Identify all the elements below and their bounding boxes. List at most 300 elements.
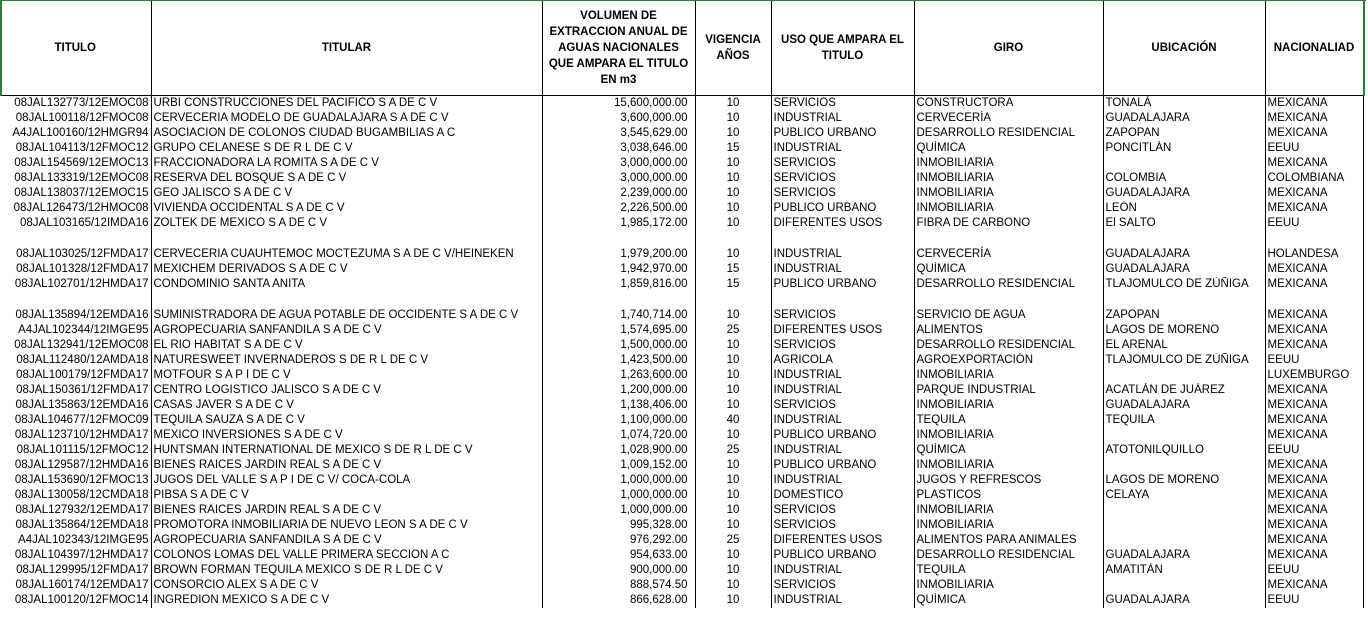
cell-titulo[interactable] [0,518,151,533]
cell-vigencia[interactable]: 10 [695,518,771,533]
cell-titulo-text: 08JAL135864/12EMDA18 [15,519,149,531]
cell-titulo[interactable] [0,428,151,443]
cell-vigencia[interactable]: 10 [695,216,771,231]
cell-giro[interactable]: INMOBILIARIA [914,186,1103,201]
cell-ubicacion[interactable]: GUADALAJARA [1103,398,1265,413]
cell-nacionalidad[interactable]: EEUU [1265,593,1363,608]
table-row [0,368,1363,383]
cell-volumen[interactable]: 1,942,970.00 [542,262,695,277]
cell-nacionalidad[interactable]: EEUU [1265,563,1363,578]
cell-ubicacion[interactable] [1103,533,1265,548]
cell-giro[interactable]: TEQUILA [914,563,1103,578]
cell-vigencia[interactable]: 15 [695,277,771,292]
cell-titular[interactable]: CERVECERIA CUAUHTEMOC MOCTEZUMA S A DE C V/HEINEKEN [151,231,542,262]
cell-titulo[interactable] [0,458,151,473]
cell-ubicacion[interactable]: TEQUILA [1103,413,1265,428]
cell-titular[interactable]: CONDOMINIO SANTA ANITA [151,277,542,292]
cell-titular[interactable]: CERVECERIA MODELO DE GUADALAJARA S A DE C V [151,111,542,126]
cell-vigencia[interactable]: 10 [695,503,771,518]
cell-giro[interactable]: CERVECERÍA [914,231,1103,262]
cell-vigencia[interactable]: 25 [695,323,771,338]
cell-volumen[interactable]: 1,979,200.00 [542,231,695,262]
table-row [0,428,1363,443]
cell-nacionalidad[interactable]: MEXICANA [1265,292,1363,323]
cell-volumen[interactable]: 3,038,646.00 [542,141,695,156]
cell-vigencia[interactable]: 10 [695,201,771,216]
cell-titulo[interactable] [0,563,151,578]
cell-nacionalidad[interactable]: MEXICANA [1265,262,1363,277]
cell-vigencia[interactable]: 25 [695,443,771,458]
cell-titulo[interactable] [0,413,151,428]
table-row [0,518,1363,533]
cell-titulo[interactable] [0,216,151,231]
cell-vigencia[interactable]: 10 [695,292,771,323]
header-giro[interactable]: GIRO [914,0,1103,96]
cell-ubicacion[interactable]: ZAPOPAN [1103,126,1265,141]
cell-vigencia[interactable]: 10 [695,338,771,353]
cell-giro[interactable]: DESARROLLO RESIDENCIAL [914,277,1103,292]
cell-vigencia[interactable]: 10 [695,548,771,563]
cell-titular[interactable]: CENTRO LOGISTICO JALISCO S A DE C V [151,383,542,398]
cell-nacionalidad[interactable]: EEUU [1265,141,1363,156]
cell-nacionalidad[interactable]: MEXICANA [1265,533,1363,548]
cell-uso[interactable]: INDUSTRIAL [771,593,914,608]
cell-giro[interactable]: JUGOS Y REFRESCOS [914,473,1103,488]
cell-nacionalidad[interactable]: MEXICANA [1265,503,1363,518]
table-row [0,171,1363,186]
cell-vigencia[interactable]: 10 [695,398,771,413]
cell-ubicacion[interactable]: TLAJOMULCO DE ZÚÑIGA [1103,277,1265,292]
cell-titulo[interactable] [0,338,151,353]
cell-titular[interactable]: MEXICO INVERSIONES S A DE C V [151,428,542,443]
table-row [0,231,1363,262]
header-uso[interactable]: USO QUE AMPARA EL TITULO [771,0,914,96]
cell-uso[interactable]: DIFERENTES USOS [771,533,914,548]
cell-titular[interactable]: BROWN FORMAN TEQUILA MEXICO S DE R L DE C V [151,563,542,578]
cell-uso[interactable]: DIFERENTES USOS [771,216,914,231]
cell-volumen[interactable]: 1,985,172.00 [542,216,695,231]
table-row [0,338,1363,353]
cell-volumen[interactable]: 1,263,600.00 [542,368,695,383]
cell-nacionalidad[interactable]: HOLANDESA [1265,231,1363,262]
cell-nacionalidad[interactable]: MEXICANA [1265,383,1363,398]
cell-titulo-text: 08JAL100120/12FMOC14 [14,594,149,606]
cell-vigencia[interactable]: 15 [695,262,771,277]
cell-titulo-text: 08JAL127932/12EMDA17 [15,504,149,516]
cell-titulo[interactable] [0,186,151,201]
cell-nacionalidad[interactable]: MEXICANA [1265,111,1363,126]
table-row [0,473,1363,488]
cell-titulo[interactable] [0,398,151,413]
cell-uso[interactable]: INDUSTRIAL [771,111,914,126]
cell-volumen[interactable]: 1,574,695.00 [542,323,695,338]
cell-ubicacion[interactable]: GUADALAJARA [1103,186,1265,201]
cell-volumen[interactable]: 1,000,000.00 [542,503,695,518]
cell-giro[interactable]: INMOBILIARIA [914,503,1103,518]
table-row [0,443,1363,458]
cell-titular[interactable]: HUNTSMAN INTERNATIONAL DE MEXICO S DE R L DE C V [151,443,542,458]
cell-titulo[interactable] [0,473,151,488]
cell-titulo[interactable] [0,111,151,126]
cell-uso[interactable]: PUBLICO URBANO [771,201,914,216]
cell-titulo-text: 08JAL154569/12EMOC13 [14,157,149,169]
cell-titulo-text: 08JAL104677/12FMOC09 [14,414,149,426]
header-ubicacion[interactable]: UBICACIÓN [1103,0,1265,96]
cell-giro[interactable]: INMOBILIARIA [914,458,1103,473]
cell-ubicacion[interactable] [1103,428,1265,443]
cell-vigencia[interactable]: 10 [695,368,771,383]
cell-volumen[interactable]: 1,100,000.00 [542,413,695,428]
cell-giro[interactable]: INMOBILIARIA [914,201,1103,216]
cell-giro[interactable]: FIBRA DE CARBONO [914,216,1103,231]
table-row [0,398,1363,413]
table-row [0,563,1363,578]
cell-vigencia[interactable]: 10 [695,458,771,473]
cell-ubicacion[interactable]: PONCITLÁN [1103,141,1265,156]
cell-titulo[interactable] [0,201,151,216]
cell-nacionalidad[interactable]: MEXICANA [1265,473,1363,488]
cell-vigencia[interactable]: 10 [695,488,771,503]
cell-uso[interactable]: INDUSTRIAL [771,563,914,578]
header-vigencia[interactable]: VIGENCIA AÑOS [695,0,771,96]
cell-titular[interactable]: BIENES RAICES JARDIN REAL S A DE C V [151,503,542,518]
cell-giro[interactable]: PLASTICOS [914,488,1103,503]
cell-titular[interactable]: JUGOS DEL VALLE S A P I DE C V/ COCA-COLA [151,473,542,488]
cell-volumen[interactable]: 1,859,816.00 [542,277,695,292]
cell-titulo-text: 08JAL135894/12EMDA16 [15,309,149,321]
cell-ubicacion[interactable]: LAGOS DE MORENO [1103,323,1265,338]
cell-ubicacion[interactable]: El SALTO [1103,216,1265,231]
cell-uso[interactable]: PUBLICO URBANO [771,277,914,292]
cell-vigencia[interactable]: 10 [695,383,771,398]
cell-ubicacion[interactable]: ACATLÁN DE JUÁREZ [1103,383,1265,398]
cell-titulo[interactable] [0,353,151,368]
cell-vigencia[interactable]: 10 [695,593,771,608]
cell-uso[interactable]: PUBLICO URBANO [771,428,914,443]
cell-vigencia[interactable]: 10 [695,96,771,112]
cell-titulo[interactable] [0,368,151,383]
cell-titulo[interactable] [0,593,151,608]
cell-titular[interactable]: CONSORCIO ALEX S A DE C V [151,578,542,593]
cell-vigencia[interactable]: 10 [695,428,771,443]
cell-nacionalidad[interactable]: MEXICANA [1265,413,1363,428]
cell-volumen[interactable]: 900,000.00 [542,563,695,578]
cell-ubicacion[interactable]: LAGOS DE MORENO [1103,473,1265,488]
cell-volumen[interactable]: 1,074,720.00 [542,428,695,443]
header-nacionalidad[interactable]: NACIONALIAD [1265,0,1363,96]
cell-ubicacion[interactable] [1103,503,1265,518]
cell-giro[interactable]: QUÍMICA [914,141,1103,156]
cell-giro[interactable]: DESARROLLO RESIDENCIAL [914,338,1103,353]
cell-nacionalidad[interactable]: MEXICANA [1265,156,1363,171]
cell-uso[interactable]: SERVICIOS [771,518,914,533]
cell-titular[interactable]: PIBSA S A DE C V [151,488,542,503]
cell-nacionalidad[interactable]: MEXICANA [1265,277,1363,292]
cell-giro[interactable]: SERVICIO DE AGUA [914,292,1103,323]
cell-vigencia[interactable]: 10 [695,231,771,262]
cell-uso[interactable]: PUBLICO URBANO [771,548,914,563]
cell-titulo[interactable] [0,126,151,141]
cell-vigencia[interactable]: 40 [695,413,771,428]
cell-titular[interactable]: INGREDION MEXICO S A DE C V [151,593,542,608]
cell-volumen[interactable]: 995,328.00 [542,518,695,533]
cell-titulo-text: 08JAL123710/12HMDA17 [14,429,149,441]
cell-nacionalidad[interactable]: MEXICANA [1265,488,1363,503]
cell-nacionalidad[interactable]: EEUU [1265,443,1363,458]
cell-uso[interactable]: SERVICIOS [771,156,914,171]
cell-nacionalidad[interactable]: MEXICANA [1265,518,1363,533]
cell-titulo[interactable] [0,141,151,156]
cell-uso[interactable]: SERVICIOS [771,292,914,323]
cell-titular[interactable]: RESERVA DEL BOSQUE S A DE C V [151,171,542,186]
cell-giro[interactable]: PARQUE INDUSTRIAL [914,383,1103,398]
cell-ubicacion[interactable]: GUADALAJARA [1103,262,1265,277]
cell-uso[interactable]: SERVICIOS [771,186,914,201]
cell-uso[interactable]: INDUSTRIAL [771,443,914,458]
cell-titulo[interactable] [0,488,151,503]
cell-titular[interactable]: FRACCIONADORA LA ROMITA S A DE C V [151,156,542,171]
cell-giro[interactable]: CONSTRUCTORA [914,96,1103,112]
cell-volumen[interactable]: 1,000,000.00 [542,488,695,503]
cell-ubicacion[interactable]: LEÓN [1103,201,1265,216]
cell-nacionalidad[interactable]: MEXICANA [1265,201,1363,216]
cell-giro[interactable]: DESARROLLO RESIDENCIAL [914,126,1103,141]
cell-nacionalidad[interactable]: MEXICANA [1265,323,1363,338]
cell-vigencia[interactable]: 10 [695,563,771,578]
cell-giro[interactable]: ALIMENTOS PARA ANIMALES [914,533,1103,548]
cell-vigencia[interactable]: 10 [695,126,771,141]
cell-vigencia[interactable]: 10 [695,171,771,186]
cell-nacionalidad[interactable]: EEUU [1265,216,1363,231]
cell-uso[interactable]: SERVICIOS [771,96,914,112]
cell-titular[interactable]: SUMINISTRADORA DE AGUA POTABLE DE OCCIDENTE S A DE C V [151,292,542,323]
cell-nacionalidad[interactable]: MEXICANA [1265,398,1363,413]
cell-ubicacion[interactable]: TLAJOMULCO DE ZÚÑIGA [1103,353,1265,368]
cell-titular[interactable]: URBI CONSTRUCCIONES DEL PACIFICO S A DE C V [151,96,542,112]
cell-volumen[interactable]: 1,138,406.00 [542,398,695,413]
cell-volumen[interactable]: 3,000,000.00 [542,171,695,186]
cell-titulo-text: 08JAL101328/12FMDA17 [16,263,149,275]
cell-titulo[interactable] [0,443,151,458]
cell-titulo-text: 08JAL130058/12CMDA18 [14,489,149,501]
cell-titulo[interactable] [0,262,151,277]
cell-nacionalidad[interactable]: EEUU [1265,353,1363,368]
cell-titulo-text: A4JAL100160/12HMGR94 [12,127,149,139]
cell-vigencia[interactable]: 10 [695,156,771,171]
cell-titulo[interactable] [0,323,151,338]
cell-titulo[interactable] [0,171,151,186]
cell-titulo-text: 08JAL126473/12HMOC08 [13,202,149,214]
cell-giro[interactable]: INMOBILIARIA [914,156,1103,171]
cell-titular[interactable]: ZOLTEK DE MEXICO S A DE C V [151,216,542,231]
cell-uso[interactable]: SERVICIOS [771,578,914,593]
cell-uso[interactable]: INDUSTRIAL [771,141,914,156]
cell-nacionalidad[interactable]: MEXICANA [1265,338,1363,353]
cell-titular[interactable]: TEQUILA SAUZA S A DE C V [151,413,542,428]
cell-volumen[interactable]: 15,600,000.00 [542,96,695,112]
cell-vigencia[interactable]: 25 [695,533,771,548]
cell-volumen[interactable]: 2,239,000.00 [542,186,695,201]
cell-ubicacion[interactable] [1103,578,1265,593]
cell-ubicacion[interactable]: GUADALAJARA [1103,548,1265,563]
cell-ubicacion[interactable]: ZAPOPAN [1103,292,1265,323]
cell-nacionalidad[interactable]: COLOMBIANA [1265,171,1363,186]
cell-nacionalidad[interactable]: MEXICANA [1265,96,1363,112]
cell-titulo-text: 08JAL160174/12EMDA17 [15,579,149,591]
cell-ubicacion[interactable] [1103,156,1265,171]
table-row [0,593,1363,608]
cell-titulo-text: 08JAL129995/12FMDA17 [16,564,149,576]
cell-titular[interactable]: BIENES RAICES JARDIN REAL S A DE C V [151,458,542,473]
cell-titular[interactable]: PROMOTORA INMOBILIARIA DE NUEVO LEON S A DE C V [151,518,542,533]
cell-giro[interactable]: DESARROLLO RESIDENCIAL [914,548,1103,563]
cell-uso[interactable]: INDUSTRIAL [771,383,914,398]
cell-titular[interactable]: ASOCIACION DE COLONOS CIUDAD BUGAMBILIAS A C [151,126,542,141]
cell-ubicacion[interactable]: TONALÁ [1103,96,1265,112]
cell-titular[interactable]: AGROPECUARIA SANFANDILA S A DE C V [151,533,542,548]
cell-ubicacion[interactable]: ATOTONILQUILLO [1103,443,1265,458]
cell-volumen[interactable]: 3,000,000.00 [542,156,695,171]
cell-volumen[interactable]: 976,292.00 [542,533,695,548]
cell-titulo[interactable] [0,277,151,292]
cell-titulo-text: 08JAL104113/12FMOC12 [15,142,149,154]
cell-titulo-text: 08JAL153690/12FMOC13 [14,474,149,486]
cell-nacionalidad[interactable]: MEXICANA [1265,186,1363,201]
cell-nacionalidad[interactable]: LUXEMBURGO [1265,368,1363,383]
cell-titular[interactable]: EL RIO HABITAT S A DE C V [151,338,542,353]
table-row [0,126,1363,141]
cell-titulo[interactable] [0,548,151,563]
cell-volumen[interactable]: 1,740,714.00 [542,292,695,323]
header-volumen[interactable]: VOLUMEN DE EXTRACCION ANUAL DE AGUAS NACIONALES QUE AMPARA EL TITULO EN m3 [542,0,695,96]
cell-uso[interactable]: PUBLICO URBANO [771,458,914,473]
cell-volumen[interactable]: 1,500,000.00 [542,338,695,353]
cell-giro[interactable]: INMOBILIARIA [914,578,1103,593]
header-titular[interactable]: TITULAR [151,0,542,96]
cell-volumen[interactable]: 1,000,000.00 [542,473,695,488]
cell-titular[interactable]: CASAS JAVER S A DE C V [151,398,542,413]
cell-uso[interactable]: SERVICIOS [771,503,914,518]
cell-titulo-text: 08JAL103025/12FMDA17 [16,248,149,260]
cell-uso[interactable]: SERVICIOS [771,171,914,186]
cell-uso[interactable]: INDUSTRIAL [771,413,914,428]
table-row [0,277,1363,292]
cell-titular[interactable]: GRUPO CELANESE S DE R L DE C V [151,141,542,156]
cell-uso[interactable]: INDUSTRIAL [771,262,914,277]
cell-giro[interactable]: INMOBILIARIA [914,398,1103,413]
cell-giro[interactable]: QUÍMICA [914,593,1103,608]
cell-nacionalidad[interactable]: MEXICANA [1265,578,1363,593]
cell-uso[interactable]: SERVICIOS [771,398,914,413]
cell-volumen[interactable]: 1,423,500.00 [542,353,695,368]
cell-ubicacion[interactable]: GUADALAJARA [1103,593,1265,608]
cell-giro[interactable]: INMOBILIARIA [914,518,1103,533]
cell-titular[interactable]: NATURESWEET INVERNADEROS S DE R L DE C V [151,353,542,368]
cell-nacionalidad[interactable]: MEXICANA [1265,458,1363,473]
cell-titulo[interactable] [0,533,151,548]
cell-vigencia[interactable]: 15 [695,141,771,156]
cell-titulo-text: 08JAL101115/12FMOC12 [16,444,149,456]
cell-titulo[interactable] [0,231,151,262]
cell-vigencia[interactable]: 10 [695,353,771,368]
cell-volumen[interactable]: 2,226,500.00 [542,201,695,216]
cell-uso[interactable]: PUBLICO URBANO [771,126,914,141]
cell-ubicacion[interactable]: CELAYA [1103,488,1265,503]
cell-titular[interactable]: AGROPECUARIA SANFANDILA S A DE C V [151,323,542,338]
cell-titulo[interactable] [0,578,151,593]
cell-ubicacion[interactable]: GUADALAJARA [1103,231,1265,262]
cell-titulo-text: 08JAL135863/12EMDA16 [15,399,149,411]
cell-uso[interactable]: DOMESTICO [771,488,914,503]
cell-vigencia[interactable]: 10 [695,111,771,126]
cell-volumen[interactable]: 3,600,000.00 [542,111,695,126]
cell-ubicacion[interactable]: AMATITÁN [1103,563,1265,578]
cell-ubicacion[interactable]: GUADALAJARA [1103,111,1265,126]
cell-nacionalidad[interactable]: MEXICANA [1265,126,1363,141]
cell-ubicacion[interactable]: EL ARENAL [1103,338,1265,353]
cell-giro[interactable]: QUÍMICA [914,443,1103,458]
cell-volumen[interactable]: 954,633.00 [542,548,695,563]
cell-ubicacion[interactable] [1103,458,1265,473]
cell-volumen[interactable]: 866,628.00 [542,593,695,608]
cell-uso[interactable]: SERVICIOS [771,338,914,353]
cell-uso[interactable]: AGRICOLA [771,353,914,368]
table-row [0,413,1363,428]
cell-uso[interactable]: INDUSTRIAL [771,368,914,383]
header-titulo[interactable]: TITULO [0,0,151,96]
cell-volumen[interactable]: 1,028,900.00 [542,443,695,458]
table-body [0,96,1363,609]
cell-volumen[interactable]: 1,009,152.00 [542,458,695,473]
cell-titulo[interactable] [0,292,151,323]
cell-vigencia[interactable]: 10 [695,473,771,488]
cell-vigencia[interactable]: 10 [695,186,771,201]
cell-uso[interactable]: INDUSTRIAL [771,231,914,262]
cell-titular[interactable]: VIVIENDA OCCIDENTAL S A DE C V [151,201,542,216]
cell-volumen[interactable]: 3,545,629.00 [542,126,695,141]
cell-titulo-text: 08JAL104397/12HMDA17 [14,549,149,561]
cell-titular[interactable]: MEXICHEM DERIVADOS S A DE C V [151,262,542,277]
cell-giro[interactable]: INMOBILIARIA [914,368,1103,383]
cell-titulo[interactable] [0,156,151,171]
cell-giro[interactable]: INMOBILIARIA [914,171,1103,186]
cell-giro[interactable]: TEQUILA [914,413,1103,428]
cell-titular[interactable]: MOTFOUR S A P I DE C V [151,368,542,383]
cell-nacionalidad[interactable]: MEXICANA [1265,548,1363,563]
cell-titulo[interactable] [0,383,151,398]
cell-giro[interactable]: CERVECERÍA [914,111,1103,126]
cell-ubicacion[interactable] [1103,368,1265,383]
cell-uso[interactable]: INDUSTRIAL [771,473,914,488]
cell-volumen[interactable]: 888,574.50 [542,578,695,593]
cell-vigencia[interactable]: 10 [695,578,771,593]
cell-titulo[interactable] [0,503,151,518]
cell-titular[interactable]: COLONOS LOMAS DEL VALLE PRIMERA SECCION A C [151,548,542,563]
cell-giro[interactable]: ALIMENTOS [914,323,1103,338]
cell-nacionalidad[interactable]: MEXICANA [1265,428,1363,443]
cell-titular[interactable]: GEO JALISCO S A DE C V [151,186,542,201]
cell-volumen[interactable]: 1,200,000.00 [542,383,695,398]
cell-titulo[interactable] [0,96,151,112]
cell-giro[interactable]: INMOBILIARIA [914,428,1103,443]
cell-giro[interactable]: AGROEXPORTACIÓN [914,353,1103,368]
table-row [0,503,1363,518]
cell-giro[interactable]: QUÍMICA [914,262,1103,277]
cell-uso[interactable]: DIFERENTES USOS [771,323,914,338]
top-border [0,0,1366,1]
cell-ubicacion[interactable] [1103,518,1265,533]
cell-ubicacion[interactable]: COLOMBIA [1103,171,1265,186]
